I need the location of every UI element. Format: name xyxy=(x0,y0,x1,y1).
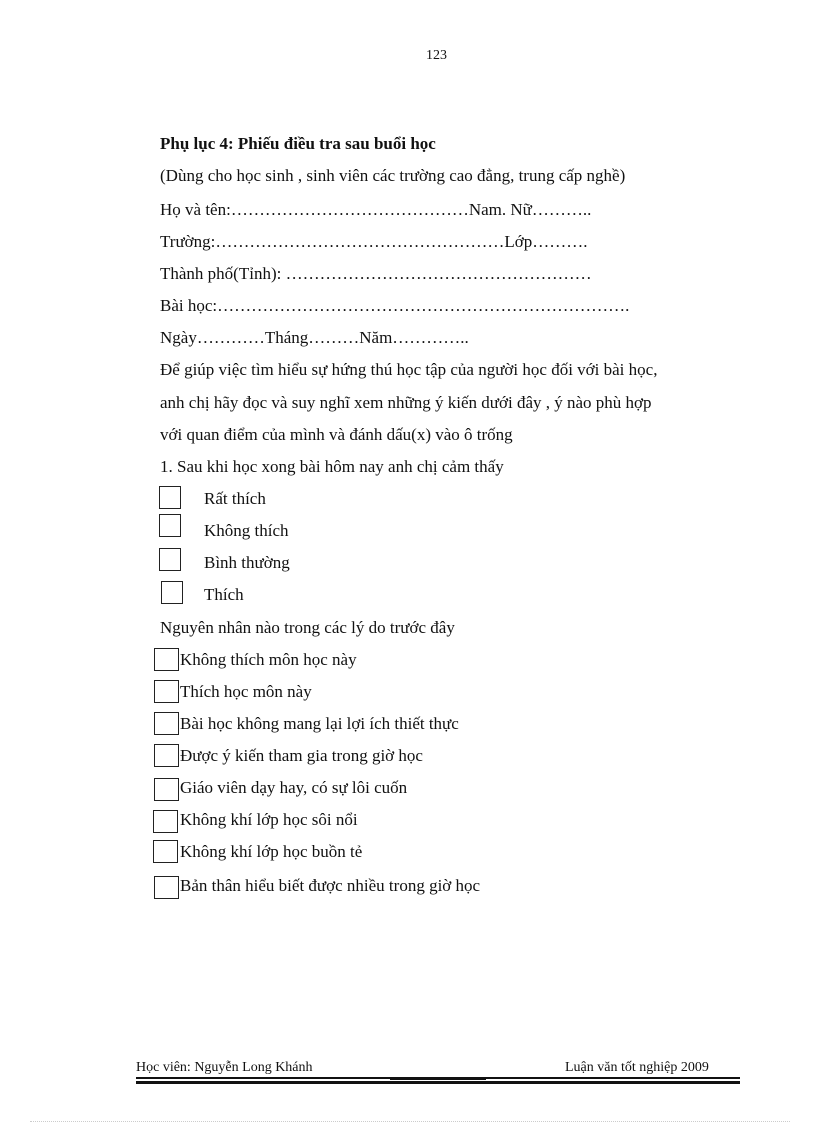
reason-label: Bài học không mang lại lợi ích thiết thực xyxy=(180,714,459,733)
question-1: 1. Sau khi học xong bài hôm nay anh chị cảm thấy xyxy=(160,457,504,476)
checkbox-reason[interactable] xyxy=(154,744,179,767)
checkbox-feeling-dislike[interactable] xyxy=(159,514,181,537)
footer-author: Học viên: Nguyễn Long Khánh xyxy=(136,1060,313,1075)
usage-note: (Dùng cho học sinh , sinh viên các trường cao đẳng, trung cấp nghề) xyxy=(160,166,626,185)
reasons-heading: Nguyên nhân nào trong các lý do trước đây xyxy=(160,618,455,637)
checkbox-reason[interactable] xyxy=(154,712,179,735)
option-label: Thích xyxy=(204,585,244,604)
reason-label: Thích học môn này xyxy=(180,682,312,701)
name-field-line: Họ và tên:……………………………………Nam. Nữ……….. xyxy=(160,200,592,219)
instruction-line-3: với quan điểm của mình và đánh dấu(x) vào ô trống xyxy=(160,425,513,444)
school-field-line: Trường:……………………………………………Lớp………. xyxy=(160,232,588,251)
checkbox-reason[interactable] xyxy=(153,810,178,833)
checkbox-feeling-very-like[interactable] xyxy=(159,486,181,509)
checkbox-feeling-normal[interactable] xyxy=(159,548,181,571)
option-label: Rất thích xyxy=(204,489,266,508)
reason-label: Không khí lớp học buồn tẻ xyxy=(180,842,363,861)
checkbox-feeling-like[interactable] xyxy=(161,581,183,604)
page-edge-dots xyxy=(30,1121,790,1122)
lesson-field-line: Bài học:………………………………………………………………. xyxy=(160,296,630,315)
reason-label: Không khí lớp học sôi nổi xyxy=(180,810,358,829)
city-field-line: Thành phố(Tỉnh): ……………………………………………… xyxy=(160,264,592,283)
appendix-heading: Phụ lục 4: Phiếu điều tra sau buổi học xyxy=(160,134,436,153)
footer-thesis: Luận văn tốt nghiệp 2009 xyxy=(565,1060,709,1075)
checkbox-reason[interactable] xyxy=(154,778,179,801)
page-number: 123 xyxy=(426,48,447,63)
reason-label: Giáo viên dạy hay, có sự lôi cuốn xyxy=(180,778,408,797)
date-field-line: Ngày…………Tháng………Năm………….. xyxy=(160,328,469,347)
footer-rule-bottom xyxy=(136,1081,740,1084)
checkbox-reason[interactable] xyxy=(154,680,179,703)
reason-label: Không thích môn học này xyxy=(180,650,357,669)
option-label: Không thích xyxy=(204,521,289,540)
instruction-line-2: anh chị hãy đọc và suy nghĩ xem những ý kiến dưới đây , ý nào phù hợp xyxy=(160,393,652,412)
option-label: Bình thường xyxy=(204,553,290,572)
footer-rule-accent xyxy=(390,1077,486,1080)
checkbox-reason[interactable] xyxy=(154,876,179,899)
checkbox-reason[interactable] xyxy=(154,648,179,671)
checkbox-reason[interactable] xyxy=(153,840,178,863)
reason-label: Bản thân hiểu biết được nhiều trong giờ học xyxy=(180,876,481,895)
reason-label: Được ý kiến tham gia trong giờ học xyxy=(180,746,423,765)
instruction-line-1: Để giúp việc tìm hiểu sự hứng thú học tập của người học đối với bài học, xyxy=(160,360,658,379)
